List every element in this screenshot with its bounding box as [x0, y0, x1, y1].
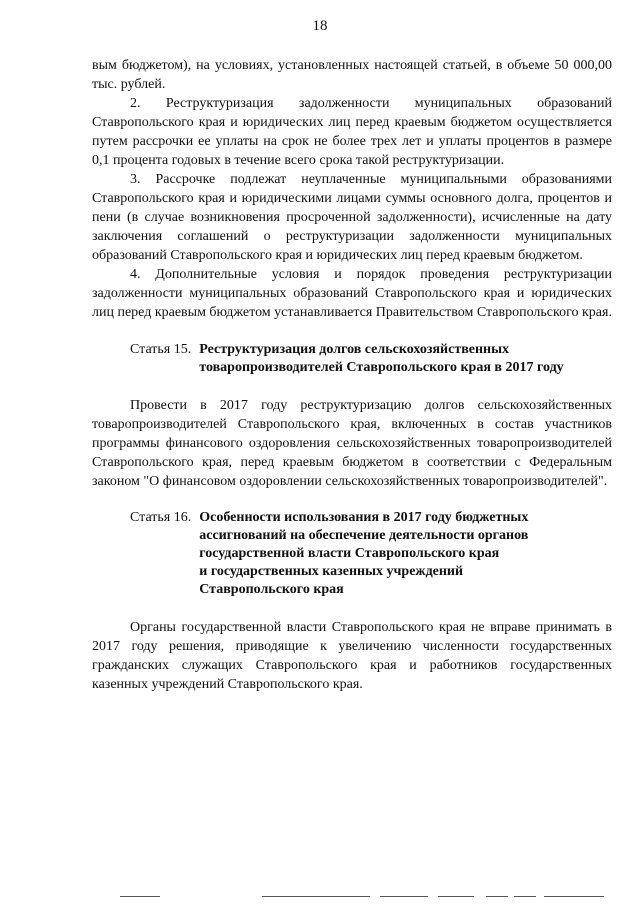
article-15-heading — [130, 341, 612, 377]
footer-mark — [120, 896, 160, 897]
footer-mark — [486, 896, 508, 897]
footer-mark — [262, 896, 370, 897]
document-body — [92, 56, 612, 694]
article-15-title: Реструктуризация долгов сельскохозяйственных товаропроизводителей Ставропольского края в 2017 году — [199, 342, 564, 375]
article-16-heading — [130, 509, 612, 599]
footer-mark — [380, 896, 428, 897]
article-16-number: Статья 16. — [130, 510, 192, 525]
footer-mark — [544, 896, 604, 897]
paragraph-item-4: 4. Дополнительные условия и порядок проведения реструктуризации задолженности муниципальных образований Ставропольского края и юридических лиц перед краевым бюджетом устанавливается Правительством Ставропольского края. — [92, 267, 612, 320]
footer-mark — [514, 896, 536, 897]
page-number: 18 — [312, 18, 328, 34]
footer-mark — [438, 896, 474, 897]
article-15-body: Провести в 2017 году реструктуризацию долгов сельскохозяйственных товаропроизводителей Ставропольского края, включенных в состав участников программы финансового оздоровления сельскохозяйственных товаропроизводителей Ставропольского края, перед краевым бюджетом в соответствии с Федеральным законом "О финансовом оздоровлении сельскохозяйственных товаропроизводителей". — [92, 398, 612, 489]
article-15-number: Статья 15. — [130, 342, 192, 357]
article-16-title: Особенности использования в 2017 году бюджетных ассигнований на обеспечение деятельности органов государственной власти Ставропольского края и государственных казенных учреждений Ставропольского края — [199, 510, 529, 597]
paragraph-item-3: 3. Рассрочке подлежат неуплаченные муниципальными образованиями Ставропольского края и юридическими лицами суммы основного долга, процентов и пени (в случае возникновения просроченной задолженности), исчисленные на дату заключения соглашений о реструктуризации задолженности муниципальных образований Ставропольского края и юридических лиц перед краевым бюджетом. — [92, 172, 612, 263]
paragraph-continuation: вым бюджетом), на условиях, установленных настоящей статьей, в объеме 50 000,00 тыс. рублей. — [92, 58, 612, 92]
paragraph-item-2: 2. Реструктуризация задолженности муниципальных образований Ставропольского края и юридических лиц перед краевым бюджетом осуществляется путем рассрочки ее уплаты на срок не более трех лет и уплаты процентов в размере 0,1 процента годовых в течение всего срока такой реструктуризации. — [92, 96, 612, 168]
article-16-body: Органы государственной власти Ставропольского края не вправе принимать в 2017 году решения, приводящие к увеличению численности государственных гражданских служащих Ставропольского края и работников государственных казенных учреждений Ставропольского края. — [92, 620, 612, 692]
